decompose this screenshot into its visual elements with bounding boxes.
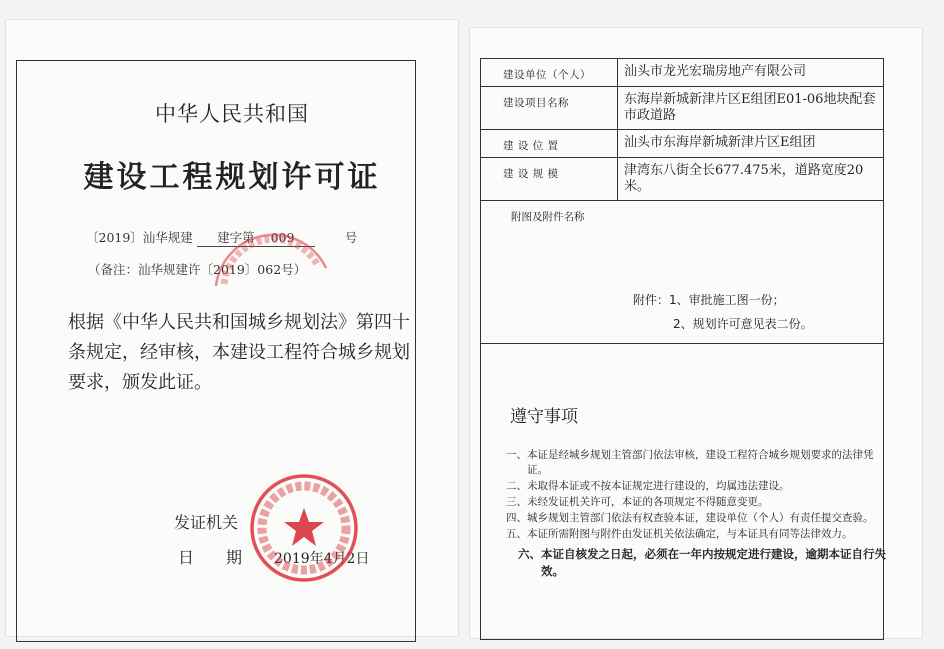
row-value: 津湾东八街全长677.475米，道路宽度20米。 — [618, 158, 884, 201]
attachment-item: 2、规划许可意见表二份。 — [673, 317, 813, 331]
attachment-item: 附件：1、审批施工图一份； — [633, 293, 785, 307]
row-value: 汕头市东海岸新城新津片区E组团 — [618, 130, 884, 158]
project-info-table — [480, 58, 884, 344]
row-value: 东海岸新城新津片区E组团E01-06地块配套市政道路 — [618, 87, 884, 130]
attachments-cell — [481, 201, 884, 344]
rule-text: 本证是经城乡规划主管部门依法审核，建设工程符合城乡规划要求的法律凭证。 — [527, 449, 874, 476]
rule-number: 三、 — [506, 496, 527, 508]
country-name: 中华人民共和国 — [155, 102, 309, 126]
issuer-label: 发证机关 — [174, 513, 239, 532]
certificate-title: 建设工程规划许可证 — [83, 160, 381, 195]
rule-number: 二、 — [506, 480, 527, 492]
certificate-number — [86, 228, 357, 247]
rule-number: 四、 — [506, 512, 527, 524]
certificate-body-text: 根据《中华人民共和国城乡规划法》第四十条规定，经审核，本建设工程符合城乡规划要求，颁发此证。 — [68, 312, 410, 393]
remark: （备注：汕华规建许〔2019〕062号） — [88, 262, 307, 277]
rule-number: 一、 — [506, 449, 527, 461]
cert-no-num: 009 — [270, 230, 295, 245]
rule-text: 本证自核发之日起，必须在一年内按规定进行建设，逾期本证自行失效。 — [541, 547, 886, 578]
table-row — [481, 158, 884, 201]
cert-no-mid: 建字第 — [217, 230, 255, 245]
rule-text: 未经发证机关许可，本证的各项规定不得随意变更。 — [527, 496, 769, 508]
row-label: 建设单位（个人） — [481, 59, 618, 87]
list-item — [506, 511, 886, 526]
table-row — [481, 87, 884, 130]
cert-no-field — [197, 228, 315, 247]
row-label: 建 设 位 置 — [481, 130, 618, 158]
list-item — [506, 527, 886, 542]
certificate-front-page — [6, 20, 458, 636]
observe-rules-title: 遵守事项 — [510, 407, 578, 427]
row-label: 建设项目名称 — [481, 87, 618, 130]
list-item — [506, 479, 886, 494]
certificate-back-page — [470, 28, 922, 638]
attachments-label: 附图及附件名称 — [511, 211, 585, 223]
table-row — [481, 59, 884, 87]
cert-no-prefix: 〔2019〕汕华规建 — [86, 230, 193, 245]
rule-text: 本证所需附图与附件由发证机关依法确定，与本证具有同等法律效力。 — [527, 528, 853, 540]
table-row — [481, 201, 884, 344]
table-row — [481, 130, 884, 158]
date-label: 日 期 — [178, 548, 243, 567]
rule-text: 未取得本证或不按本证规定进行建设的，均属违法建设。 — [527, 480, 790, 492]
rule-number: 六、 — [518, 547, 541, 561]
observe-rules-list — [506, 448, 886, 581]
rule-number: 五、 — [506, 528, 527, 540]
list-item — [506, 495, 886, 510]
row-value: 汕头市龙光宏瑞房地产有限公司 — [618, 59, 884, 87]
list-item — [518, 546, 886, 580]
issue-date: 2019年4月2日 — [274, 551, 370, 567]
cert-no-suffix: 号 — [344, 230, 358, 245]
list-item — [506, 448, 886, 478]
rule-text: 城乡规划主管部门依法有权查验本证，建设单位（个人）有责任提交查验。 — [527, 512, 874, 524]
row-label: 建 设 规 模 — [481, 158, 618, 201]
